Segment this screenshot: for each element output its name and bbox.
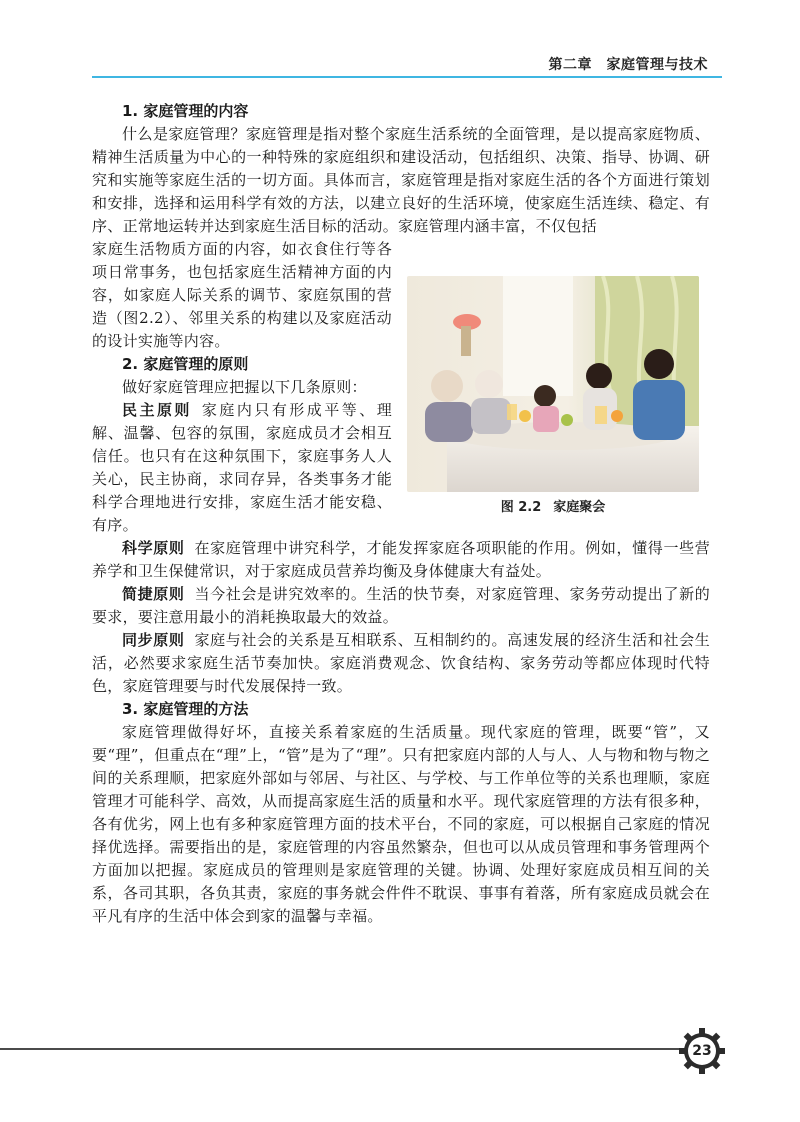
figure-title: 家庭聚会 [553, 500, 606, 515]
section-heading-content: 1. 家庭管理的内容 [122, 102, 249, 120]
paragraph-definition-cont: 家庭生活物质方面的内容，如衣食住行等各项日常事务，也包括家庭生活精神方面的内容，如家庭人际关系的调节、家庭氛围的营造（图2.2）、邻里关系的构建以及家庭活动的设计实施等内容。 [92, 240, 392, 350]
term-sync: 同步原则 [122, 631, 185, 649]
term-simple: 简捷原则 [122, 585, 185, 603]
paragraph-methods: 家庭管理做得好坏，直接关系着家庭的生活质量。现代家庭的管理，既要“管”，又要“理”，但重点在“理”上，“管”是为了“理”。只有把家庭内部的人与人、人与物和物与物之间的关系理顺，把家庭外部如与邻居、与社区、与学校、与工作单位等的关系也理顺，家庭管理才可能科学、高效，从而提高家庭生活的质量和水平。现代家庭管理的方法有很多种，各有优劣，网上也有多种家庭管理方面的技术平台，不同的家庭，可以根据自己家庭的情况择优选择。需要指出的是，家庭管理的内容虽然繁杂，但也可以从成员管理和事务管理两个方面加以把握。家庭成员的管理则是家庭管理的关键。协调、处理好家庭成员相互间的关系，各司其职，各负其责，家庭的事务就会件件不耽误、事事有着落，所有家庭成员就会在平凡有序的生活中体会到家的温馨与幸福。 [92, 723, 710, 925]
paragraph-sync [92, 629, 710, 698]
term-democracy: 民主原则 [122, 401, 192, 419]
text-democracy: 家庭内只有形成平等、理解、温馨、包容的氛围，家庭成员才会相互信任。也只有在这种氛围下，家庭事务人人关心，民主协商，求同存异，各类事务才能科学合理地进行安排，家庭生活才能安稳、有序。 [92, 401, 392, 534]
paragraph-definition: 什么是家庭管理？家庭管理是指对整个家庭生活系统的全面管理，是以提高家庭物质、精神生活质量为中心的一种特殊的家庭组织和建设活动，包括组织、决策、指导、协调、研究和实施等家庭生活的一切方面。具体而言，家庭管理是指对家庭生活的各个方面进行策划和安排，选择和运用科学有效的方法，以建立良好的生活环境，使家庭生活连续、稳定、有序、正常地运转并达到家庭生活目标的活动。家庭管理内涵丰富，不仅包括 [92, 125, 710, 235]
term-science: 科学原则 [122, 539, 185, 557]
header-rule [92, 76, 722, 78]
section-heading-methods: 3. 家庭管理的方法 [122, 700, 249, 718]
paragraph-democracy [92, 399, 392, 537]
page-number: 23 [692, 1043, 712, 1059]
family-gathering-photo [407, 276, 699, 492]
section-heading-principles: 2. 家庭管理的原则 [122, 355, 249, 373]
paragraph-science [92, 537, 710, 583]
footer-rule [0, 1048, 680, 1050]
figure-label: 图 2.2 [500, 500, 542, 515]
paragraph-principles-intro: 做好家庭管理应把握以下几条原则： [122, 378, 367, 396]
chapter-header: 第二章 家庭管理与技术 [548, 57, 708, 73]
paragraph-simple [92, 583, 710, 629]
text-simple: 当今社会是讲究效率的。生活的快节奏，对家庭管理、家务劳动提出了新的要求，要注意用最小的消耗换取最大的效益。 [92, 585, 711, 626]
text-science: 在家庭管理中讲究科学，才能发挥家庭各项职能的作用。例如，懂得一些营养学和卫生保健常识，对于家庭成员营养均衡及身体健康大有益处。 [92, 539, 711, 580]
text-sync: 家庭与社会的关系是互相联系、互相制约的。高速发展的经济生活和社会生活，必然要求家庭生活节奏加快。家庭消费观念、饮食结构、家务劳动等都应体现时代特色，家庭管理要与时代发展保持一致。 [92, 631, 711, 695]
figure-caption [407, 496, 699, 515]
